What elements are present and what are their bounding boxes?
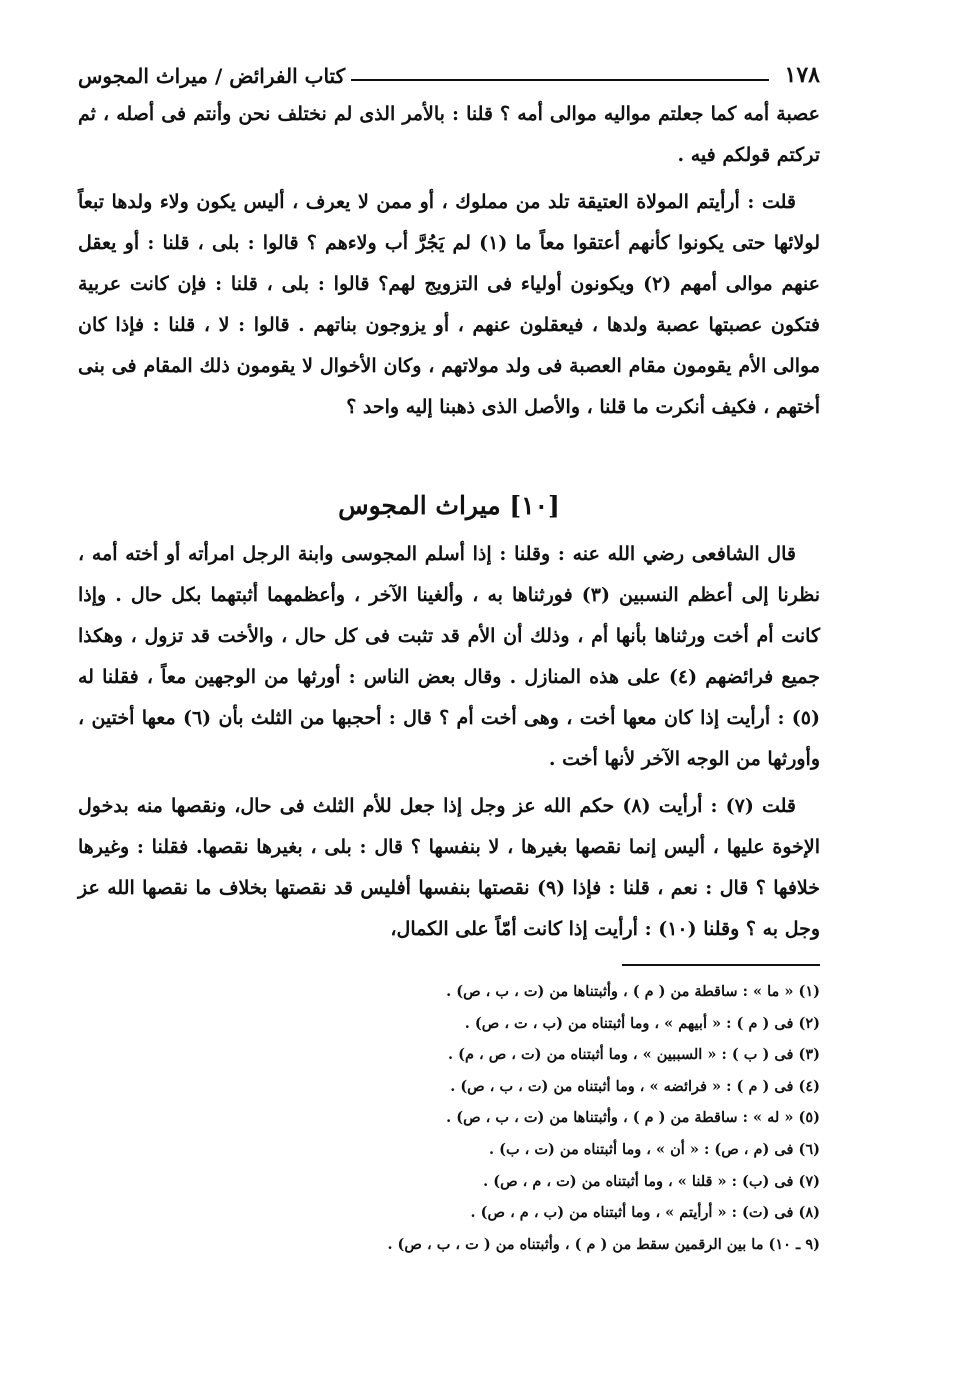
running-header [78,52,820,88]
footnote: (٧) فى (ب) : « قلنا » ، وما أثبتناه من (ت ، م ، ص) . [483,1172,820,1190]
main-text [78,94,820,950]
footnote: (١) « ما » : ساقطة من ( م ) ، وأثبتناها من (ت ، ب ، ص) . [446,983,820,1000]
paragraph: عصبة أمه كما جعلتم مواليه موالى أمه ؟ قلنا : بالأمر الذى لم نختلف نحن وأنتم فى أصله ، ثم تركتم قولكم فيه . [78,103,820,166]
footnote: (٣) فى ( ب ) : « السببين » ، وما أثبتناه من (ت ، ص ، م) . [448,1046,820,1064]
book-page [78,52,820,1260]
section-heading: [١٠] ميراث المجوس [338,491,560,520]
footnote: (٢) فى ( م ) : « أبيهم » ، وما أثبتناه من (ب ، ت ، ص) . [464,1014,820,1032]
section-paragraph: قلت (٧) : أرأيت (٨) حكم الله عز وجل إذا جعل للأم الثلث فى حال، ونقصها منه بدخول الإخوة عليها ، أليس إنما نقصها بغيرها ، لا بنفسها ؟ قال : بلى ، بغيرها نقصها. فقلنا : وغيرها خلافها ؟ قال : نعم ، قلنا : فإذا (٩) نقصتها بنفسها أفليس قد نقصتها بخلاف ما نقصها الله عز وجل به ؟ وقلنا (١٠) : أرأيت إذا كانت أمّاً على الكمال، [78,795,820,940]
footnote-separator [622,964,820,966]
footnote: (٥) « له » : ساقطة من ( م ) ، وأثبتناها من (ت ، ب ، ص) . [446,1109,820,1127]
footnotes [78,976,820,1260]
header-rule [351,79,768,81]
footnote: (٩ ـ ١٠) ما بين الرقمين سقط من ( م ) ، وأثبتناه من ( ت ، ب ، ص) . [387,1235,820,1253]
section-lead: قال الشافعى رضي الله عنه [572,543,796,565]
running-title: كتاب الفرائض / ميراث المجوس [78,64,346,88]
page-number: ١٧٨ [784,62,820,88]
section-paragraph [78,534,820,780]
footnote: (٦) فى (م ، ص) : « أن » ، وما أثبتناه من (ت ، ب) . [488,1140,820,1158]
section-paragraph-text: : وقلنا : إذا أسلم المجوسى وابنة الرجل امرأته أو أخته أمه ، نظرنا إلى أعظم النسبين (٣) فورثناها به ، وألغينا الآخر ، وأعظمهما أثبتهما بكل حال . وإذا كانت أم أخت ورثناها بأنها أم ، وذلك أن الأم قد تثبت فى كل حال ، والأخت قد تزول ، وهكذا جميع فرائضهم (٤) على هذه المنازل . وقال بعض الناس : أورثها من الوجهين معاً ، فقلنا له (٥) : أرأيت إذا كان معها أخت ، وهى أخت أم ؟ قال : أحجبها من الثلث بأن (٦) معها أختين ، وأورثها من الوجه الآخر لأنها أخت . [78,543,821,770]
footnote: (٨) فى (ت) : « أرأيتم » ، وما أثبتناه من (ب ، م ، ص) . [470,1204,820,1222]
footnote: (٤) فى ( م ) : « فرائضه » ، وما أثبتناه من (ت ، ب ، ص) . [450,1077,820,1095]
paragraph: قلت : أرأيتم المولاة العتيقة تلد من مملوك ، أو ممن لا يعرف ، أليس يكون ولاء ولدها تبعاً لولائها حتى يكونوا كأنهم أعتقوا معاً ما (١) لم يَجُرَّ أب ولاءهم ؟ قالوا : بلى ، قلنا : أو يعقل عنهم موالى أمهم (٢) ويكونون أولياء فى التزويج لهم؟ قالوا : بلى ، قلنا : فإن كانت عربية فتكون عصبتها عصبة ولدها ، فيعقلون عنهم ، أو يزوجون بناتهم . قالوا : لا ، قلنا : فإذا كان موالى الأم يقومون مقام العصبة فى ولد مولاتهم ، وكان الأخوال لا يقومون ذلك المقام فى بنى أختهم ، فكيف أنكرت ما قلنا ، والأصل الذى ذهبنا إليه واحد ؟ [78,191,820,418]
